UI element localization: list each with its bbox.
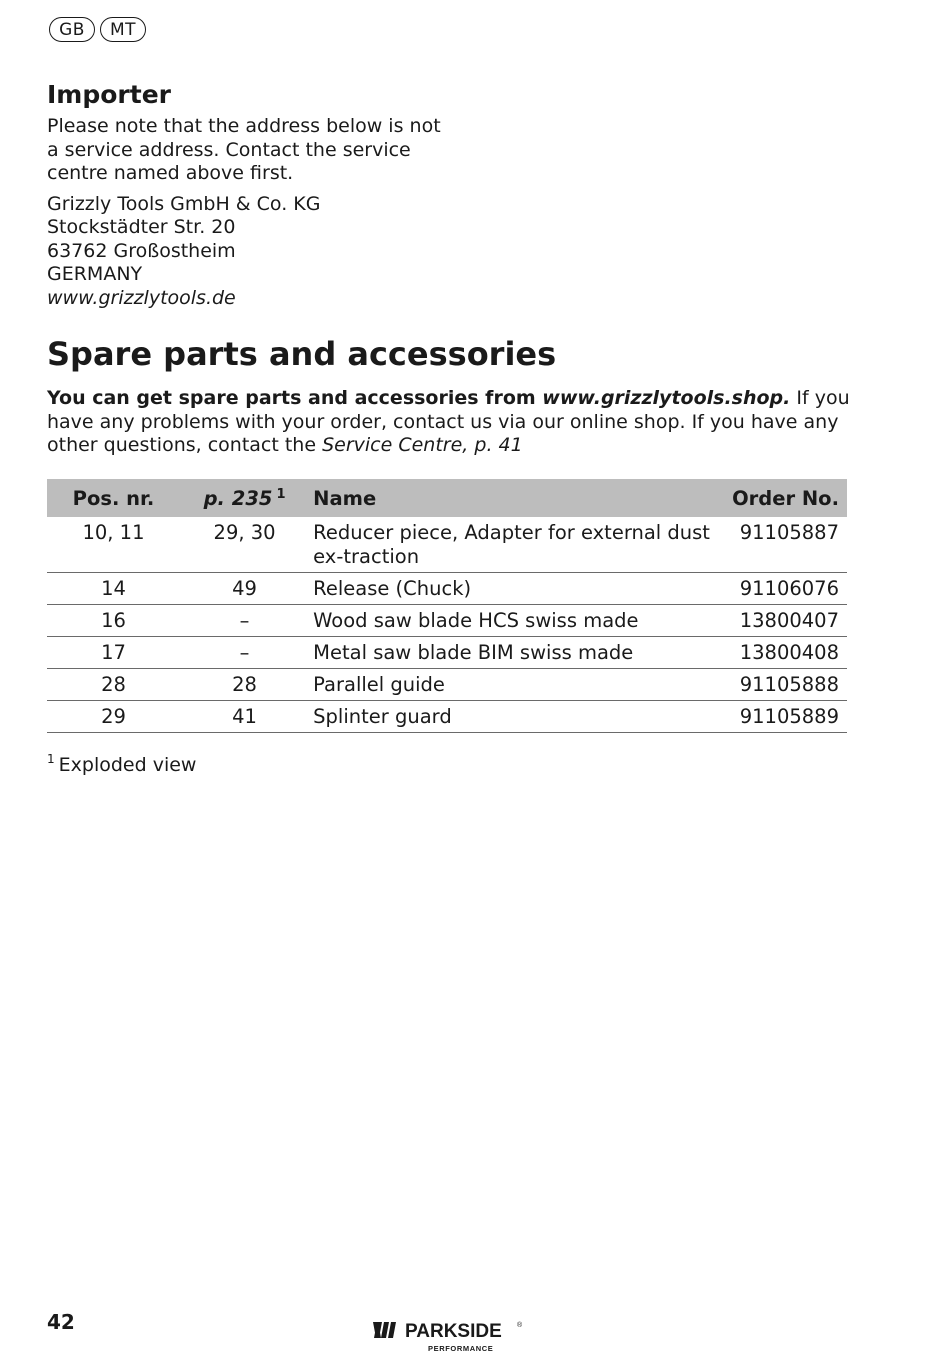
cell-p235: – — [180, 605, 309, 637]
lang-badge-mt: MT — [100, 17, 146, 42]
page-number: 42 — [47, 1310, 75, 1334]
cell-pos: 17 — [47, 637, 180, 669]
cell-pos: 14 — [47, 573, 180, 605]
stripes-icon — [373, 1322, 396, 1338]
table-footnote — [47, 752, 196, 776]
cell-order: 13800408 — [714, 637, 847, 669]
spare-parts-intro — [47, 387, 857, 458]
cell-pos: 29 — [47, 701, 180, 733]
intro-bold: You can get spare parts and accessories from — [47, 387, 543, 409]
cell-name: Wood saw blade HCS swiss made — [309, 605, 713, 637]
brand-registered-mark: ® — [517, 1322, 523, 1329]
lang-badge-gb: GB — [49, 17, 95, 42]
importer-note — [47, 115, 467, 186]
service-centre-reference[interactable]: Service Centre, p. 41 — [322, 434, 523, 456]
cell-order: 91105888 — [714, 669, 847, 701]
importer-section — [47, 80, 467, 310]
table-row — [47, 517, 847, 573]
cell-pos: 28 — [47, 669, 180, 701]
address-line: 63762 Großostheim — [47, 239, 236, 262]
spare-parts-title: Spare parts and accessories — [47, 335, 557, 373]
cell-name: Release (Chuck) — [309, 573, 713, 605]
cell-p235: – — [180, 637, 309, 669]
footnote-text: Exploded view — [58, 754, 197, 776]
importer-title: Importer — [47, 80, 171, 109]
table-row — [47, 701, 847, 733]
table-row — [47, 573, 847, 605]
importer-address — [47, 193, 467, 311]
intro-text: If you have any problems with your order, contact us via our online shop. If you have any other questions, contact the — [47, 387, 850, 456]
address-line: Grizzly Tools GmbH & Co. KG — [47, 192, 321, 215]
footnote-mark: 1 — [47, 752, 55, 766]
parkside-logo — [372, 1318, 524, 1354]
cell-order: 91106076 — [714, 573, 847, 605]
cell-name: Metal saw blade BIM swiss made — [309, 637, 713, 669]
header-p235 — [180, 479, 309, 517]
cell-p235: 41 — [180, 701, 309, 733]
address-line: Stockstädter Str. 20 — [47, 216, 236, 238]
cell-name: Splinter guard — [309, 701, 713, 733]
table-header-row — [47, 479, 847, 517]
spare-parts-table — [47, 479, 847, 733]
header-p235-label: p. 235 — [203, 486, 273, 510]
cell-p235: 29, 30 — [180, 517, 309, 573]
shop-link[interactable]: www.grizzlytools.shop. — [542, 387, 791, 409]
cell-p235: 49 — [180, 573, 309, 605]
note-line: Please note that the address below is not — [47, 115, 441, 137]
brand-subtitle: PERFORMANCE — [428, 1344, 494, 1353]
cell-pos: 10, 11 — [47, 517, 180, 573]
spare-parts-section — [47, 335, 857, 458]
note-line: a service address. Contact the service — [47, 138, 411, 161]
cell-order: 13800407 — [714, 605, 847, 637]
cell-name: Parallel guide — [309, 669, 713, 701]
header-name: Name — [309, 479, 713, 517]
header-pos: Pos. nr. — [47, 479, 180, 517]
cell-order: 91105889 — [714, 701, 847, 733]
importer-website-link[interactable]: www.grizzlytools.de — [47, 286, 236, 309]
cell-p235: 28 — [180, 669, 309, 701]
note-line: centre named above first. — [47, 162, 294, 184]
table-row — [47, 669, 847, 701]
header-order: Order No. — [714, 479, 847, 517]
cell-order: 91105887 — [714, 517, 847, 573]
cell-name: Reducer piece, Adapter for external dust ex-traction — [309, 517, 713, 573]
table-row — [47, 605, 847, 637]
table-row — [47, 637, 847, 669]
cell-pos: 16 — [47, 605, 180, 637]
header-p235-footnote: 1 — [276, 486, 286, 502]
language-badges — [49, 17, 146, 42]
brand-name: PARKSIDE — [405, 1321, 502, 1342]
address-line: GERMANY — [47, 263, 143, 285]
